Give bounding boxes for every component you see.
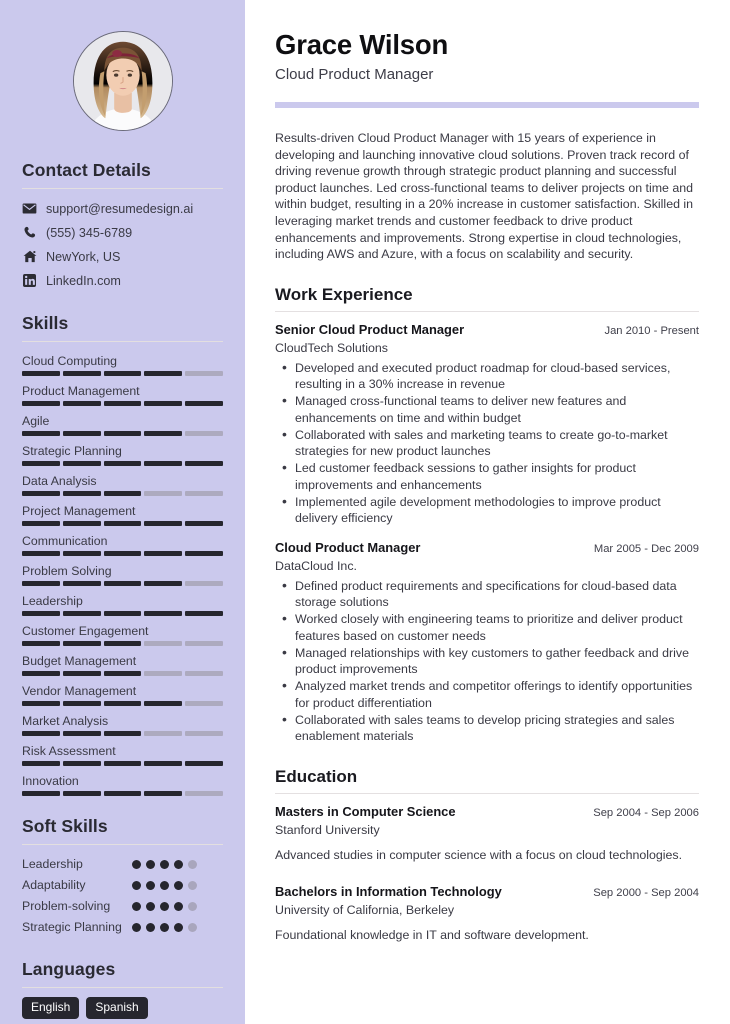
skill-bar-segment (22, 461, 60, 466)
soft-skill-rating (132, 875, 200, 890)
skill-bar-segment (144, 791, 182, 796)
skill-bar-segment (63, 611, 101, 616)
skill-bar-segment (63, 581, 101, 586)
skill-level-bar (22, 791, 223, 796)
skill-bar-segment (185, 791, 223, 796)
contact-item-email[interactable] (22, 198, 223, 219)
skill-item (22, 411, 223, 436)
soft-skill-label: Leadership (22, 857, 83, 871)
skill-level-bar (22, 551, 223, 556)
skill-bar-segment (22, 671, 60, 676)
skill-bar-segment (22, 791, 60, 796)
skill-item (22, 351, 223, 376)
avatar (73, 31, 173, 131)
skill-label: Innovation (22, 774, 79, 788)
soft-skills-heading: Soft Skills (22, 816, 108, 836)
soft-skill-label: Problem-solving (22, 899, 111, 913)
skill-bar-segment (63, 461, 101, 466)
skill-bar-segment (185, 761, 223, 766)
skill-bar-segment (185, 401, 223, 406)
work-bullet-item: • Managed cross-functional teams to deliver new features and enhancements on time and within budget (275, 393, 699, 426)
rating-dot (146, 860, 155, 869)
rating-dot (160, 881, 169, 890)
language-tag[interactable]: Spanish (86, 997, 147, 1019)
accent-divider (275, 102, 699, 108)
skill-bar-segment (144, 461, 182, 466)
skill-item (22, 531, 223, 556)
education-description: Advanced studies in computer science with a focus on cloud technologies. (275, 847, 683, 862)
skill-bar-segment (144, 731, 182, 736)
soft-skill-item (22, 875, 223, 895)
skill-bar-segment (144, 521, 182, 526)
skill-bar-segment (104, 701, 142, 706)
skill-label: Communication (22, 534, 108, 548)
skills-heading: Skills (22, 313, 69, 333)
skills-divider (22, 341, 223, 342)
skill-bar-segment (104, 731, 142, 736)
work-entry (275, 321, 699, 527)
work-experience-heading: Work Experience (275, 284, 413, 304)
skill-bar-segment (63, 401, 101, 406)
work-bullet-item: • Led customer feedback sessions to gather insights for product improvements and enhancements (275, 460, 699, 493)
skill-bar-segment (104, 401, 142, 406)
skill-level-bar (22, 701, 223, 706)
skill-label: Problem Solving (22, 564, 112, 578)
skill-level-bar (22, 461, 223, 466)
languages-divider (22, 987, 223, 988)
skill-bar-segment (144, 761, 182, 766)
skill-level-bar (22, 641, 223, 646)
contact-divider (22, 188, 223, 189)
skill-bar-segment (104, 671, 142, 676)
soft-skills-list (22, 854, 223, 937)
work-company-name: DataCloud Inc. (275, 558, 357, 573)
skill-bar-segment (63, 791, 101, 796)
skill-bar-segment (144, 641, 182, 646)
education-date-range: Sep 2004 - Sep 2006 (593, 806, 699, 819)
rating-dot (174, 923, 183, 932)
work-bullet-item: • Developed and executed product roadmap for cloud-based services, resulting in a 30% increase in revenue (275, 360, 699, 393)
page-title: Grace Wilson (275, 29, 449, 60)
envelope-icon (22, 201, 37, 216)
rating-dot (174, 881, 183, 890)
skill-item (22, 561, 223, 586)
rating-dot (160, 860, 169, 869)
education-entry-header (275, 803, 699, 822)
skill-label: Strategic Planning (22, 444, 122, 458)
education-entry (275, 883, 699, 944)
languages-heading: Languages (22, 959, 116, 979)
skill-bar-segment (22, 401, 60, 406)
contact-item-location[interactable] (22, 246, 223, 267)
work-bullet-item: • Worked closely with engineering teams to prioritize and deliver product features based on customer needs (275, 611, 699, 644)
skill-label: Data Analysis (22, 474, 97, 488)
contact-linkedin-text: LinkedIn.com (46, 273, 121, 288)
skill-bar-segment (63, 431, 101, 436)
contact-email-text: support@resumedesign.ai (46, 201, 194, 216)
skill-bar-segment (22, 731, 60, 736)
skill-bar-segment (144, 431, 182, 436)
work-entry (275, 539, 699, 745)
skill-label: Vendor Management (22, 684, 137, 698)
professional-summary: Results-driven Cloud Product Manager with 15 years of experience in developing and launching innovative cloud solutions. Proven track record of driving revenue growth through strategic product planning and successful product launches. Led cross-functional teams to deliver projects on time and within budget, resulting in a 20% increase in customer satisfaction. Skilled in leveraging market trends and customer feedback to drive product enhancements and improvements. Strong expertise in cloud technologies, including AWS and Azure, with a focus on scalability and security. (275, 131, 694, 262)
skill-item (22, 591, 223, 616)
skill-label: Risk Assessment (22, 744, 116, 758)
contact-item-linkedin[interactable] (22, 270, 223, 291)
soft-skill-rating (132, 854, 200, 869)
skill-bar-segment (22, 491, 60, 496)
education-list (275, 803, 699, 944)
work-job-title: Senior Cloud Product Manager (275, 321, 465, 337)
rating-dot (160, 902, 169, 911)
rating-dot (132, 923, 141, 932)
skill-label: Customer Engagement (22, 624, 149, 638)
skill-bar-segment (144, 671, 182, 676)
rating-dot (188, 902, 197, 911)
soft-skill-rating (132, 917, 200, 932)
education-heading: Education (275, 766, 358, 786)
education-entry-header (275, 883, 699, 902)
rating-dot (146, 881, 155, 890)
skill-bar-segment (144, 701, 182, 706)
education-date-range: Sep 2000 - Sep 2004 (593, 886, 699, 899)
skill-bar-segment (144, 371, 182, 376)
skill-bar-segment (63, 551, 101, 556)
skill-bar-segment (22, 611, 60, 616)
soft-skill-label: Adaptability (22, 878, 86, 892)
skill-bar-segment (63, 371, 101, 376)
contact-heading: Contact Details (22, 160, 151, 180)
contact-section (22, 160, 223, 291)
soft-skill-item (22, 917, 223, 937)
job-role-subtitle: Cloud Product Manager (275, 66, 434, 83)
skill-item (22, 711, 223, 736)
skill-bar-segment (22, 701, 60, 706)
work-company-name: CloudTech Solutions (275, 340, 388, 355)
work-bullet-item: • Collaborated with sales teams to develop pricing strategies and sales enablement materials (275, 712, 699, 745)
rating-dot (132, 860, 141, 869)
skill-bar-segment (63, 701, 101, 706)
work-date-range: Mar 2005 - Dec 2009 (593, 542, 699, 555)
rating-dot (132, 902, 141, 911)
work-experience-list (275, 321, 699, 745)
work-bullet-item: • Defined product requirements and specifications for cloud-based data storage solutions (275, 578, 699, 611)
skill-level-bar (22, 491, 223, 496)
skill-item (22, 741, 223, 766)
education-divider (275, 793, 699, 794)
skill-label: Project Management (22, 504, 136, 518)
rating-dot (160, 923, 169, 932)
education-school: University of California, Berkeley (275, 902, 455, 917)
education-degree: Masters in Computer Science (275, 803, 456, 819)
skill-bar-segment (185, 371, 223, 376)
work-bullet-item: • Collaborated with sales and marketing teams to create go-to-market strategies for new product launches (275, 427, 699, 460)
rating-dot (188, 860, 197, 869)
skill-bar-segment (104, 791, 142, 796)
skill-bar-segment (104, 611, 142, 616)
rating-dot (174, 902, 183, 911)
skill-level-bar (22, 671, 223, 676)
education-description: Foundational knowledge in IT and software development. (275, 927, 589, 942)
skill-item (22, 471, 223, 496)
skill-bar-segment (63, 641, 101, 646)
home-icon (22, 249, 37, 264)
phone-icon (22, 225, 37, 240)
education-school: Stanford University (275, 822, 380, 837)
rating-dot (188, 881, 197, 890)
skill-label: Market Analysis (22, 714, 109, 728)
work-entry-header (275, 321, 699, 340)
skill-bar-segment (104, 371, 142, 376)
work-bullet-list (275, 360, 699, 527)
sidebar (0, 0, 245, 1024)
language-tag[interactable]: English (22, 997, 79, 1019)
skill-bar-segment (104, 761, 142, 766)
skill-label: Budget Management (22, 654, 137, 668)
work-bullet-list (275, 578, 699, 745)
skill-bar-segment (22, 641, 60, 646)
rating-dot (146, 923, 155, 932)
language-tag-list (22, 997, 223, 1019)
rating-dot (174, 860, 183, 869)
skill-bar-segment (144, 551, 182, 556)
skill-bar-segment (185, 701, 223, 706)
skill-bar-segment (22, 761, 60, 766)
skill-bar-segment (22, 581, 60, 586)
skill-bar-segment (22, 521, 60, 526)
skill-bar-segment (144, 401, 182, 406)
skill-bar-segment (104, 641, 142, 646)
skill-level-bar (22, 401, 223, 406)
rating-dot (146, 902, 155, 911)
skill-bar-segment (104, 581, 142, 586)
skill-bar-segment (63, 731, 101, 736)
skill-bar-segment (185, 551, 223, 556)
skill-level-bar (22, 371, 223, 376)
skill-bar-segment (144, 491, 182, 496)
contact-list (22, 198, 223, 291)
linkedin-icon (22, 273, 37, 288)
skill-bar-segment (104, 551, 142, 556)
languages-section (22, 959, 223, 1019)
skill-bar-segment (144, 611, 182, 616)
work-bullet-item: • Managed relationships with key customers to gather feedback and drive product improvements (275, 645, 699, 678)
skill-item (22, 501, 223, 526)
skills-section (22, 313, 223, 796)
soft-skill-item (22, 896, 223, 916)
skill-label: Agile (22, 414, 50, 428)
skill-level-bar (22, 611, 223, 616)
skill-bar-segment (185, 641, 223, 646)
skill-item (22, 621, 223, 646)
contact-location-text: NewYork, US (46, 249, 121, 264)
main-content (245, 0, 730, 1024)
skill-bar-segment (22, 551, 60, 556)
skill-bar-segment (185, 731, 223, 736)
skill-bar-segment (104, 491, 142, 496)
skill-bar-segment (185, 431, 223, 436)
skill-bar-segment (22, 371, 60, 376)
skill-level-bar (22, 431, 223, 436)
work-experience-divider (275, 311, 699, 312)
skill-bar-segment (185, 611, 223, 616)
skill-level-bar (22, 761, 223, 766)
soft-skill-item (22, 854, 223, 874)
skill-item (22, 681, 223, 706)
soft-skill-label: Strategic Planning (22, 920, 122, 934)
soft-skills-divider (22, 844, 223, 845)
skill-label: Product Management (22, 384, 140, 398)
work-bullet-item: • Analyzed market trends and competitor offerings to identify opportunities for product differentiation (275, 678, 699, 711)
rating-dot (188, 923, 197, 932)
skill-bar-segment (185, 521, 223, 526)
soft-skill-rating (132, 896, 200, 911)
skill-bar-segment (63, 491, 101, 496)
skill-bar-segment (63, 761, 101, 766)
skill-item (22, 651, 223, 676)
work-entry-header (275, 539, 699, 558)
skill-label: Cloud Computing (22, 354, 118, 368)
skills-list (22, 351, 223, 796)
contact-phone-text: (555) 345-6789 (46, 225, 133, 240)
skill-bar-segment (185, 491, 223, 496)
skill-label: Leadership (22, 594, 83, 608)
education-degree: Bachelors in Information Technology (275, 883, 502, 899)
work-bullet-item: • Implemented agile development methodologies to improve product delivery efficiency (275, 494, 699, 527)
contact-item-phone[interactable] (22, 222, 223, 243)
skill-bar-segment (185, 461, 223, 466)
skill-bar-segment (144, 581, 182, 586)
skill-item (22, 771, 223, 796)
skill-bar-segment (63, 521, 101, 526)
skill-level-bar (22, 731, 223, 736)
skill-bar-segment (22, 431, 60, 436)
skill-item (22, 441, 223, 466)
work-job-title: Cloud Product Manager (275, 539, 421, 555)
skill-bar-segment (185, 581, 223, 586)
skill-bar-segment (104, 431, 142, 436)
rating-dot (132, 881, 141, 890)
education-entry (275, 803, 699, 864)
skill-bar-segment (63, 671, 101, 676)
skill-bar-segment (104, 521, 142, 526)
skill-bar-segment (185, 671, 223, 676)
work-date-range: Jan 2010 - Present (604, 324, 699, 337)
skill-level-bar (22, 521, 223, 526)
skill-item (22, 381, 223, 406)
skill-level-bar (22, 581, 223, 586)
soft-skills-section (22, 816, 223, 937)
profile-photo-icon (74, 32, 172, 130)
skill-bar-segment (104, 461, 142, 466)
